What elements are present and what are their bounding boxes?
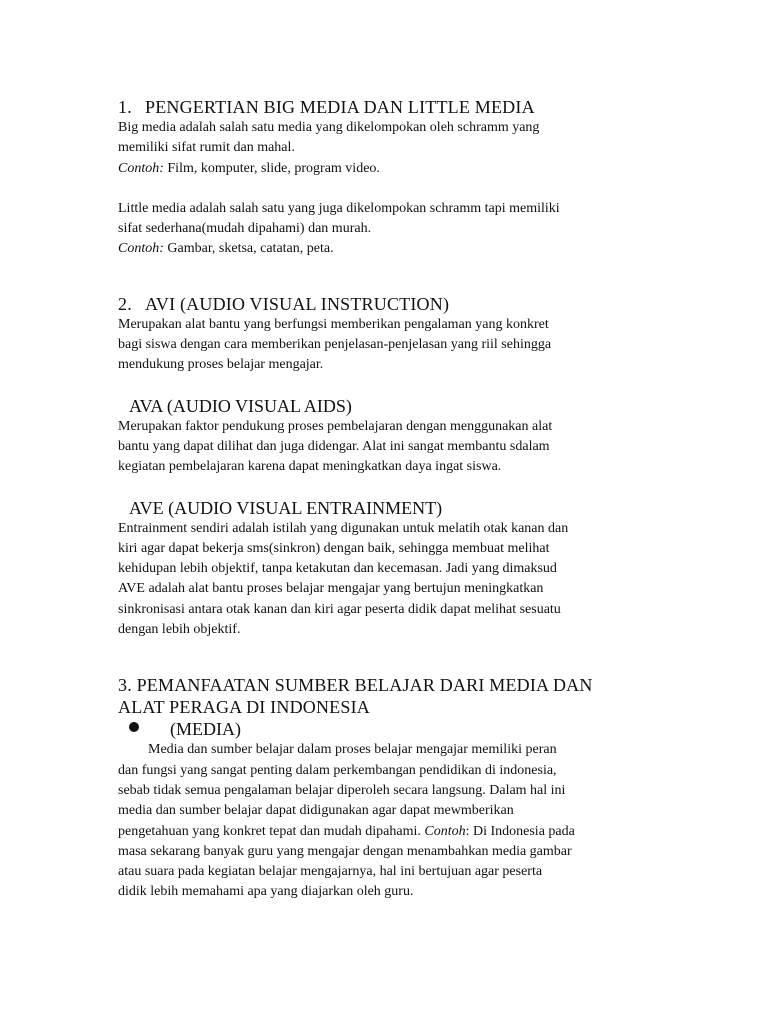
media-bullet-label: (MEDIA) (170, 719, 241, 740)
media-line-4: media dan sumber belajar dapat didigunakan agar dapat mewmberikan (118, 803, 514, 819)
avi-line-1: Merupakan alat bantu yang berfungsi memberikan pengalaman yang konkret (118, 316, 549, 332)
contoh-label: Contoh: (118, 160, 164, 176)
contoh-label: Contoh: (118, 241, 164, 257)
ava-heading: AVA (AUDIO VISUAL AIDS) (129, 395, 352, 416)
media-line-1: Media dan sumber belajar dalam proses belajar mengajar memiliki peran (148, 742, 557, 758)
media-line-5-end: : Di Indonesia pada (465, 823, 575, 839)
ave-heading: AVE (AUDIO VISUAL ENTRAINMENT) (129, 497, 443, 518)
little-media-line-2: sifat sederhana(mudah dipahami) dan murah. (118, 221, 372, 237)
ave-line-5: sinkronisasi antara otak kanan dan kiri agar peserta didik dapat melihat sesuatu (118, 601, 561, 617)
bullet-icon (129, 722, 139, 732)
little-media-example-text: Gambar, sketsa, catatan, peta. (163, 241, 334, 257)
media-line-6: masa sekarang banyak guru yang mengajar dengan menambahkan media gambar (118, 843, 572, 859)
avi-line-3: mendukung proses belajar mengajar. (118, 357, 324, 373)
ave-line-2: kiri agar dapat bekerja sms(sinkron) dengan baik, sehingga membuat melihat (118, 540, 550, 556)
media-line-7: atau suara pada kegiatan belajar mengajarnya, hal ini bertujuan agar peserta (118, 864, 543, 880)
ave-line-3: kehidupan lebih objektif, tanpa ketakutan dan kecemasan. Jadi yang dimaksud (118, 561, 557, 577)
media-line-2: dan fungsi yang sangat penting dalam perkembangan pendidikan di indonesia, (118, 762, 557, 778)
ava-line-1: Merupakan faktor pendukung proses pembelajaran dengan menggunakan alat (118, 418, 553, 434)
ava-line-2: bantu yang dapat dilihat dan juga didengar. Alat ini sangat membantu sdalam (118, 438, 550, 454)
big-media-example (118, 159, 658, 179)
media-bullet (118, 718, 658, 740)
big-media-line-1: Big media adalah salah satu media yang dikelompokan oleh schramm yang (118, 120, 540, 135)
ave-line-6: dengan lebih objektif. (118, 622, 241, 638)
section-2-number: 2. (118, 293, 132, 314)
section-1-title: PENGERTIAN BIG MEDIA DAN LITTLE MEDIA (145, 97, 535, 117)
section-3-heading-line-2: ALAT PERAGA DI INDONESIA (118, 697, 370, 718)
little-media-example (118, 239, 658, 259)
ava-line-3: kegiatan pembelajaran karena dapat meningkatkan daya ingat siswa. (118, 459, 502, 475)
media-line-5 (118, 822, 658, 842)
ave-line-1: Entrainment sendiri adalah istilah yang digunakan untuk melatih otak kanan dan (118, 520, 569, 536)
media-line-3: sebab tidak semua pengalaman belajar diperoleh secara langsung. Dalam hal ini (118, 782, 566, 798)
section-3-heading-line-1: 3. PEMANFAATAN SUMBER BELAJAR DARI MEDIA DAN (118, 675, 593, 696)
big-media-example-text: Film, komputer, slide, program video. (163, 160, 380, 176)
document-page (118, 96, 658, 903)
media-line-8: didik lebih memahami apa yang diajarkan oleh guru. (118, 884, 414, 900)
ave-line-4: AVE adalah alat bantu proses belajar mengajar yang bertujun meningkatkan (118, 581, 544, 597)
little-media-line-1: Little media adalah salah satu yang juga dikelompokan schramm tapi memiliki (118, 200, 560, 216)
section-1-heading (118, 96, 658, 118)
contoh-label: Contoh (424, 823, 466, 839)
section-2-title: AVI (AUDIO VISUAL INSTRUCTION) (145, 293, 450, 314)
section-2-heading (118, 293, 658, 315)
media-line-5-start: pengetahuan yang konkret tepat dan mudah dipahami. (118, 823, 425, 839)
big-media-line-2: memiliki sifat rumit dan mahal. (118, 140, 295, 156)
avi-line-2: bagi siswa dengan cara memberikan penjelasan-penjelasan yang riil sehingga (118, 337, 552, 353)
section-1-number: 1. (118, 97, 132, 117)
